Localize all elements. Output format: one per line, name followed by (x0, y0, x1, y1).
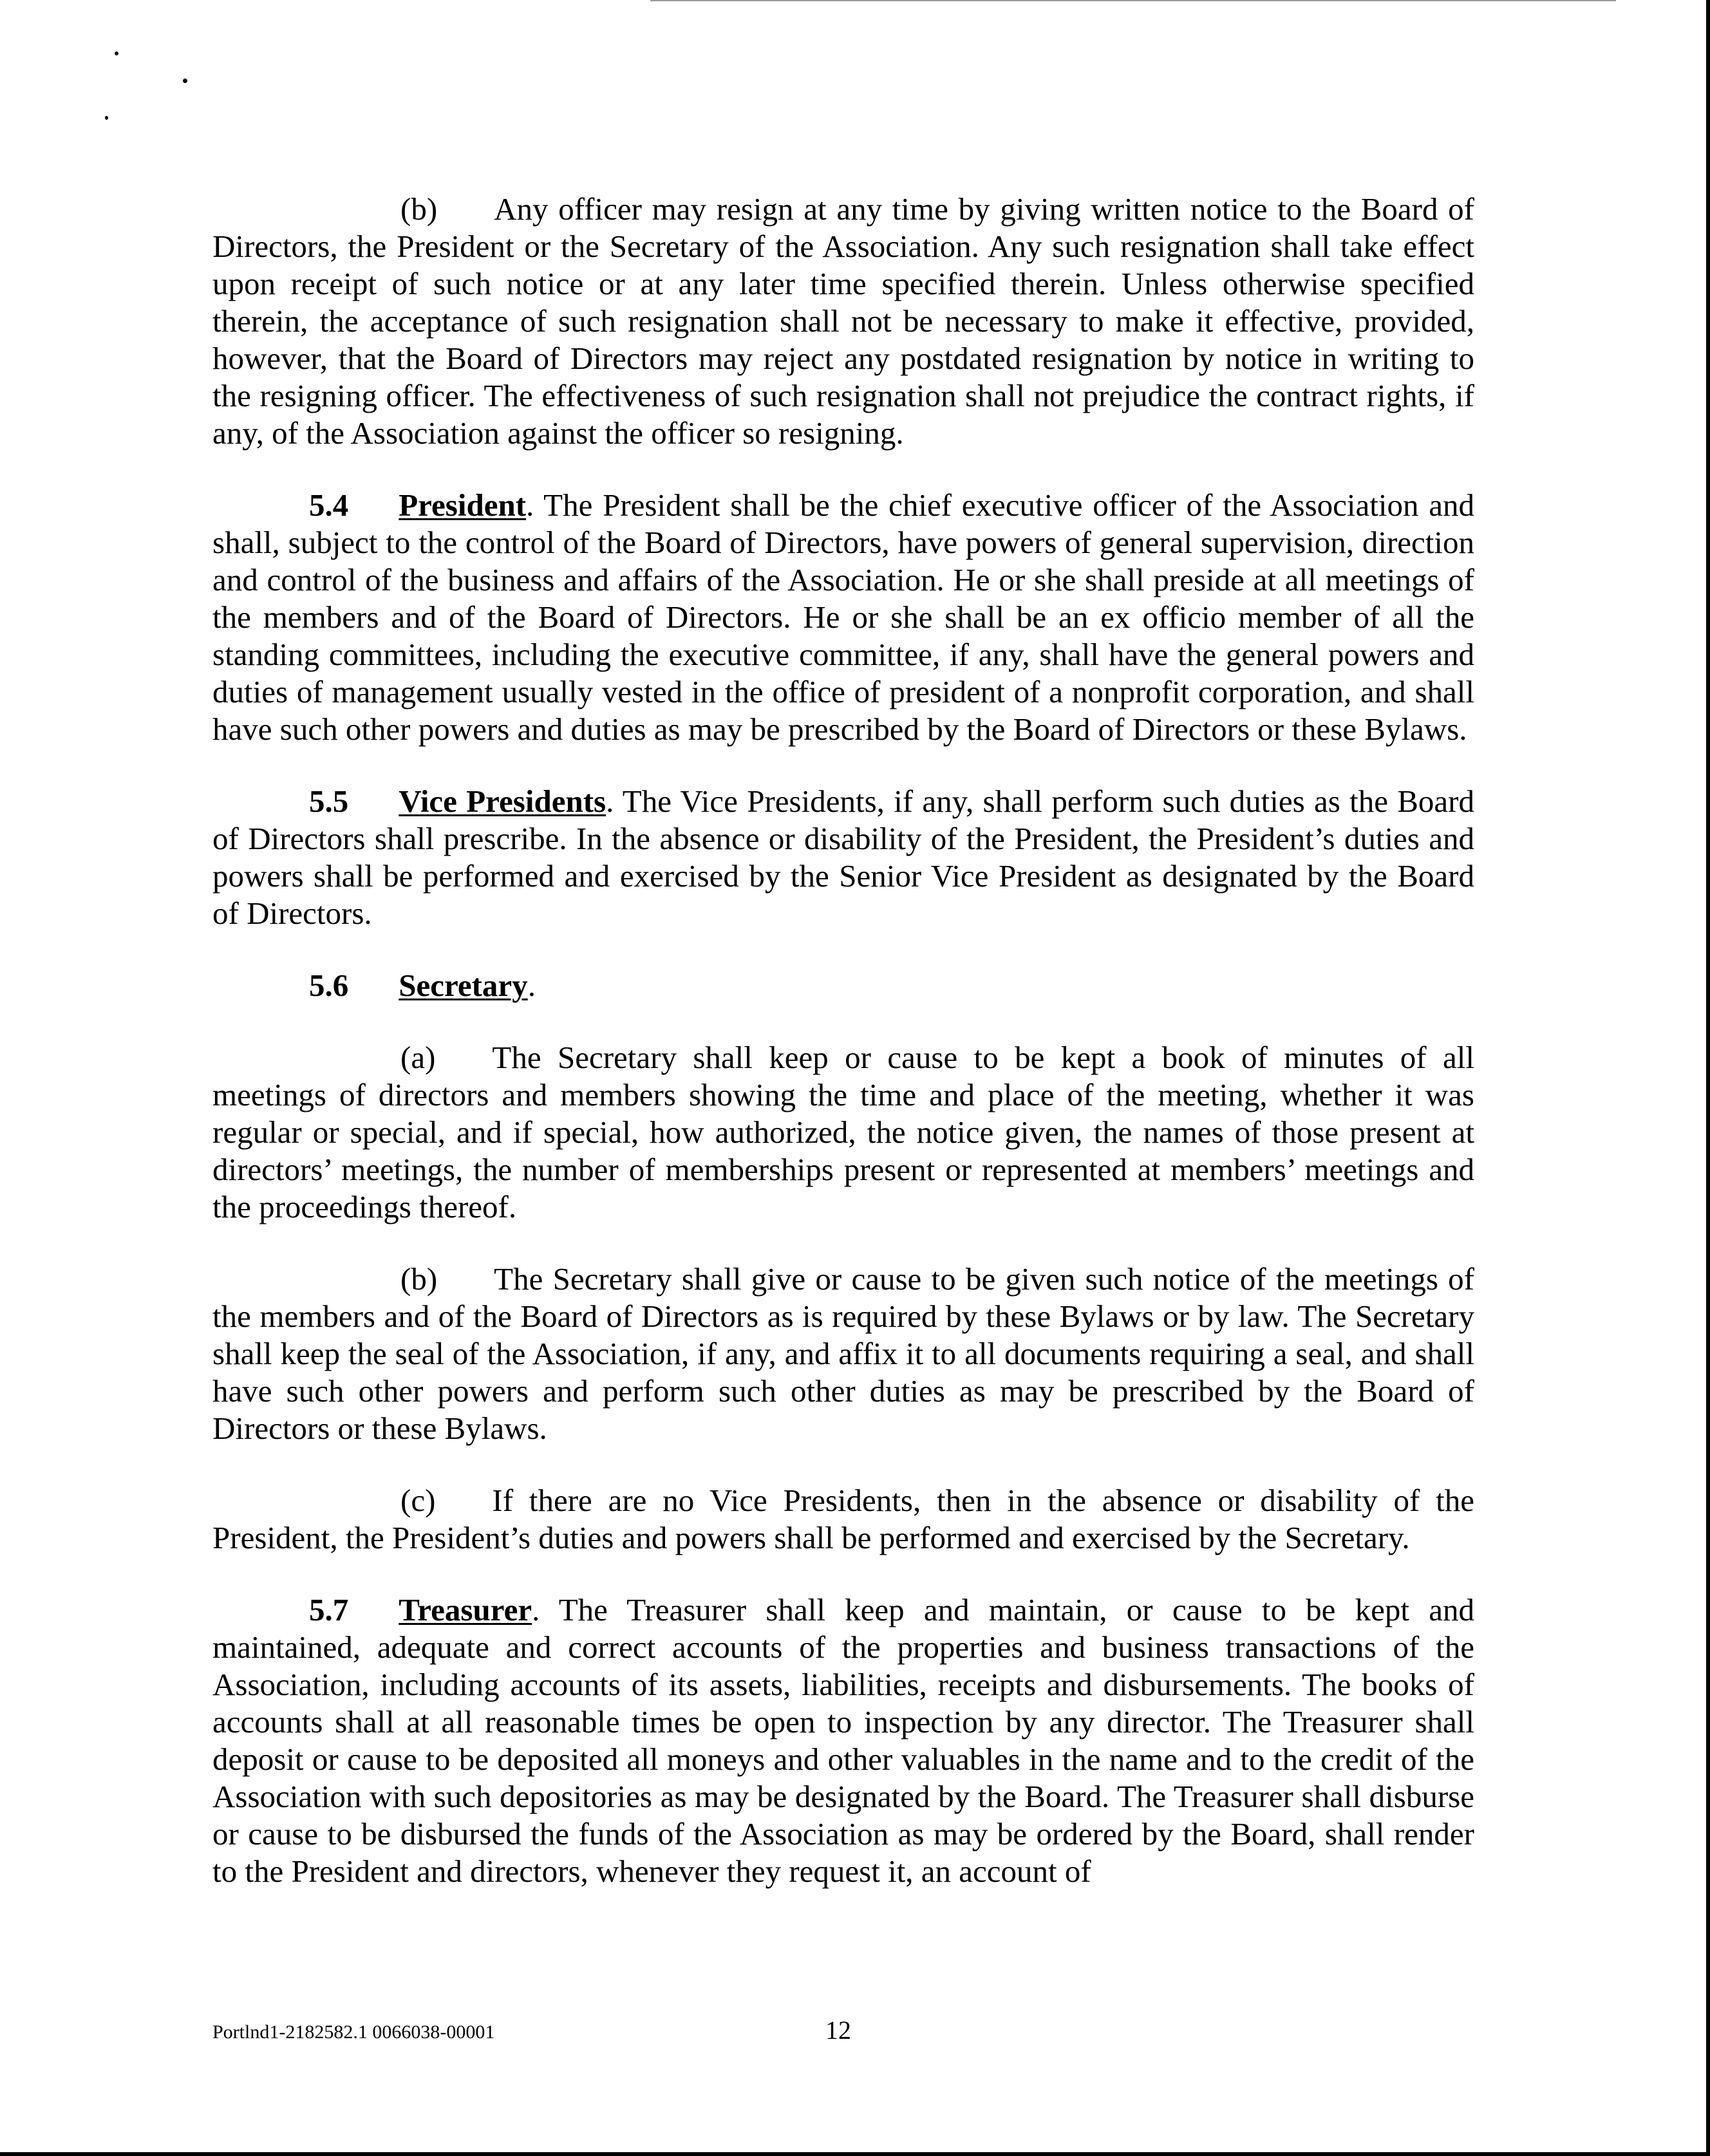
paragraph-label: (c) (400, 1483, 436, 1518)
footer-document-id: Portlnd1-2182582.1 0066038-00001 (212, 2021, 495, 2043)
section-5-4-president: 5.4 President. The President shall be the chief executive officer of the Association and shall, subject to the control of the Board of Directors, have powers of general supervision, direction and control of the business and affairs of the Association. He or she shall preside at all meetings of the members and of the Board of Directors. He or she shall be an ex officio member of all the standing committees, including the executive committee, if any, shall have the general powers and duties of management usually vested in the office of president of a nonprofit corporation, and shall have such other powers and duties as may be prescribed by the Board of Directors or these Bylaws. (212, 487, 1474, 747)
section-number: 5.4 (309, 487, 349, 523)
section-heading: President (399, 487, 527, 523)
paragraph-5-3-b (212, 191, 1474, 452)
paragraph-text: If there are no Vice Presidents, then in the absence or disability of the President, the President’s duties and powers shall be performed and exercised by the Secretary. (212, 1483, 1474, 1555)
section-heading: Treasurer (399, 1592, 532, 1627)
document-body (212, 191, 1474, 1925)
section-text: The Vice Presidents, if any, shall perform such duties as the Board of Directors shall prescribe. In the absence or disability of the President, the President’s duties and powers shall be performed and exercised by the Senior Vice President as designated by the Board of Directors. (212, 783, 1474, 931)
section-number: 5.6 (309, 968, 349, 1003)
section-5-7-treasurer: 5.7 Treasurer. The Treasurer shall keep and maintain, or cause to be kept and maintained, adequate and correct accounts of the properties and business transactions of the Association, including accounts of its assets, liabilities, receipts and disbursements. The books of accounts shall at all reasonable times be open to inspection by any director. The Treasurer shall deposit or cause to be deposited all moneys and other valuables in the name and to the credit of the Association with such depositories as may be designated by the Board. The Treasurer shall disburse or cause to be disbursed the funds of the Association as may be ordered by the Board, shall render to the President and directors, whenever they request it, an account of (212, 1592, 1474, 1889)
section-number: 5.5 (309, 783, 349, 819)
section-5-6-secretary: 5.6 Secretary. (309, 968, 536, 1003)
page-number: 12 (825, 2016, 851, 2045)
paragraph-5-6-b (212, 1261, 1474, 1447)
section-text: The Treasurer shall keep and maintain, or cause to be kept and maintained, adequate and correct accounts of the properties and business transactions of the Association, including accounts of its assets, liabilities, receipts and disbursements. The books of accounts shall at all reasonable times be open to inspection by any director. The Treasurer shall deposit or cause to be deposited all moneys and other valuables in the name and to the credit of the Association with such depositories as may be designated by the Board. The Treasurer shall disburse or cause to be disbursed the funds of the Association as may be ordered by the Board, shall render to the President and directors, whenever they request it, an account of (212, 1592, 1474, 1889)
scan-speck (105, 116, 108, 120)
paragraph-label: (b) (400, 191, 438, 227)
paragraph-5-6-a (212, 1039, 1474, 1226)
section-5-5-vice-presidents: 5.5 Vice Presidents. The Vice Presidents, if any, shall perform such duties as the Board of Directors shall prescribe. In the absence or disability of the President, the President’s duties and powers shall be performed and exercised by the Senior Vice President as designated by the Board of Directors. (212, 783, 1474, 931)
paragraph-label: (a) (400, 1040, 436, 1075)
scan-speck (183, 79, 187, 83)
scan-speck (115, 52, 118, 55)
section-text: The President shall be the chief executive officer of the Association and shall, subject to the control of the Board of Directors, have powers of general supervision, direction and control of the business and affairs of the Association. He or she shall preside at all meetings of the members and of the Board of Directors. He or she shall be an ex officio member of all the standing committees, including the executive committee, if any, shall have the general powers and duties of management usually vested in the office of president of a nonprofit corporation, and shall have such other powers and duties as may be prescribed by the Board of Directors or these Bylaws. (212, 487, 1474, 747)
paragraph-5-6-c (212, 1482, 1474, 1557)
section-number: 5.7 (309, 1592, 349, 1627)
paragraph-text: Any officer may resign at any time by giving written notice to the Board of Directors, the President or the Secretary of the Association. Any such resignation shall take effect upon receipt of such notice or at any later time specified therein. Unless otherwise specified therein, the acceptance of such resignation shall not be necessary to make it effective, provided, however, that the Board of Directors may reject any postdated resignation by notice in writing to the resigning officer. The effectiveness of such resignation shall not prejudice the contract rights, if any, of the Association against the officer so resigning. (212, 191, 1474, 451)
paragraph-text: The Secretary shall keep or cause to be kept a book of minutes of all meetings of directors and members showing the time and place of the meeting, whether it was regular or special, and if special, how authorized, the notice given, the names of those present at directors’ meetings, the number of memberships present or represented at members’ meetings and the proceedings thereof. (212, 1040, 1474, 1224)
section-heading: Vice Presidents (399, 783, 606, 819)
section-heading: Secretary (399, 968, 528, 1003)
paragraph-label: (b) (400, 1261, 438, 1297)
scan-top-edge (650, 0, 1616, 1)
paragraph-text: The Secretary shall give or cause to be given such notice of the meetings of the members and of the Board of Directors as is required by these Bylaws or by law. The Secretary shall keep the seal of the Association, if any, and affix it to all documents requiring a seal, and shall have such other powers and perform such other duties as may be prescribed by the Board of Directors or these Bylaws. (212, 1261, 1474, 1446)
